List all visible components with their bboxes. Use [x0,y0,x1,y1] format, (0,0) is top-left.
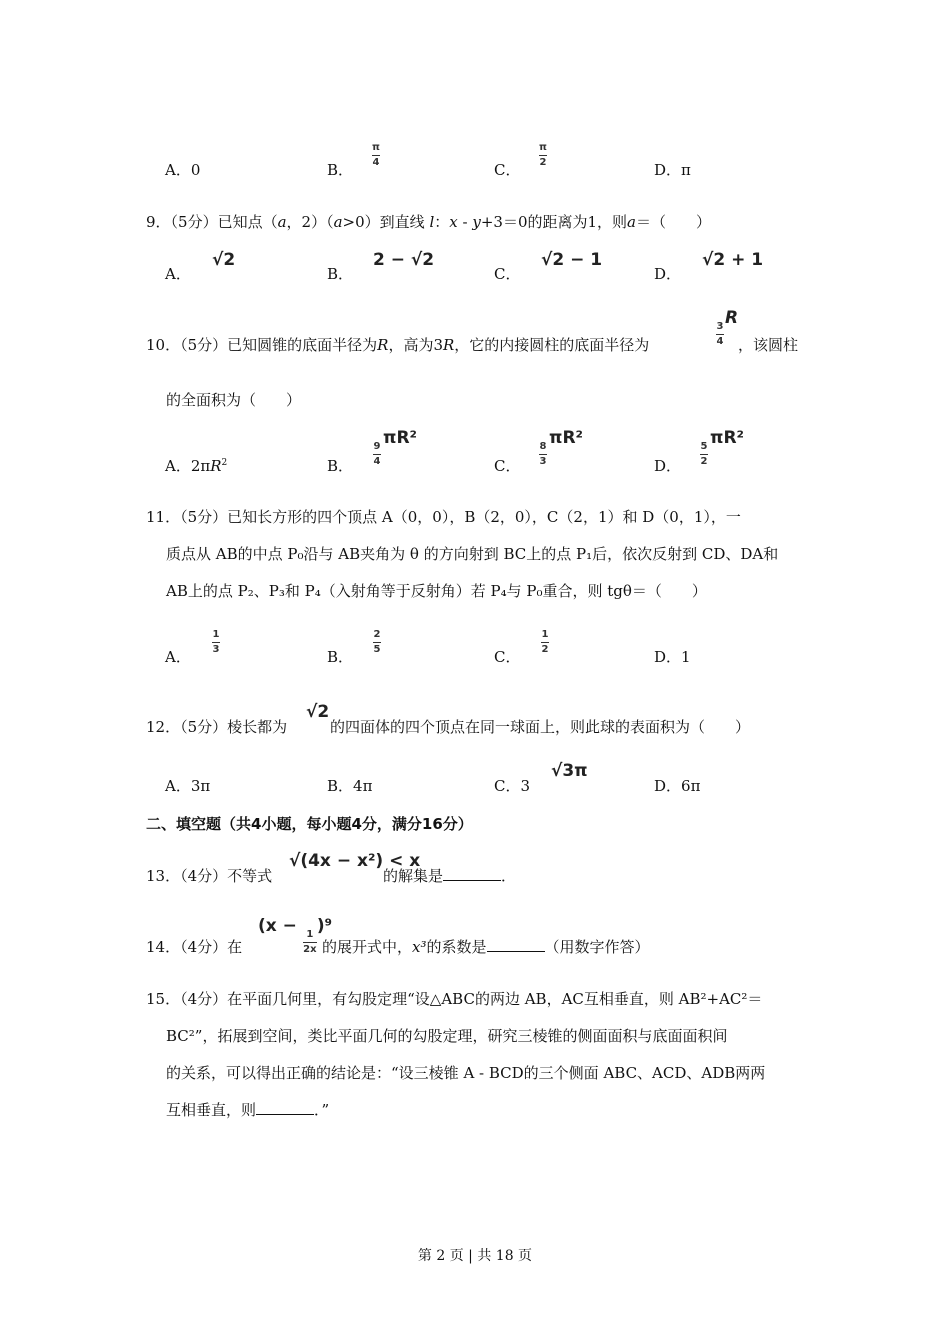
q13-stem-post: 的解集是 ． [383,867,517,885]
q8-option-b: B． [327,161,354,179]
q11-line1: 11．（5分）已知长方形的四个顶点 A（0，0），B（2，0），C（2，1）和 D（0，1），一 [146,508,741,526]
q10-line2: 的全面积为（ ） [166,391,302,409]
q9-d-math: √2 + 1 [702,250,764,270]
q8-option-d: D．π [654,161,691,179]
q8-option-a: A．0 [165,161,201,179]
q8-c-fraction: $\frac{\pi}{2}$ [539,142,547,168]
q12-math: √2 [306,702,330,722]
q15-line1: 15．（4分）在平面几何里，有勾股定理“设△ABC的两边 AB，AC互相垂直，则 AB²+AC²＝ [146,990,763,1008]
q9-a-math: √2 [212,250,236,270]
q12-c-math: √3π [551,761,588,781]
q11-b-fraction: $\frac{2}{5}$ [373,629,381,655]
q10-option-c: C． [494,457,521,475]
q11-option-c: C． [494,648,521,666]
q14-stem-post: 的展开式中，x³的系数是 （用数字作答） [322,938,650,956]
q9-stem: 9．（5分）已知点（a，2）（a>0）到直线 l：x - y+3＝0的距离为1，则a＝（ ） [146,213,711,231]
q15-line2: BC²”，拓展到空间，类比平面几何的勾股定理，研究三棱锥的侧面面积与底面面积间 [166,1027,728,1045]
q13-stem-pre: 13．（4分）不等式 [146,867,273,885]
q11-line2: 质点从 AB的中点 P₀沿与 AB夹角为 θ 的方向射到 BC上的点 P₁后，依次反射到 CD、DA和 [166,545,779,563]
q15-answer-blank[interactable] [256,1100,314,1115]
q10-radius-fraction: $\frac{3}{4}$ R [716,308,739,347]
q13-math: √(4x − x²) < x [289,851,421,871]
page-footer: 第 2 页 | 共 18 页 [417,1248,533,1264]
section-heading: 二、填空题（共4小题，每小题4分，满分16分） [146,815,473,833]
q11-option-d: D．1 [654,648,691,666]
q13-answer-blank[interactable] [443,866,501,881]
q10-b-math: $\frac{9}{4}$ πR² [373,428,417,467]
q10-line1-tail: ，该圆柱 [738,336,799,354]
q9-option-d: D． [654,265,682,283]
q10-line1: 10．（5分）已知圆锥的底面半径为R，高为3R，它的内接圆柱的底面半径为 [146,336,650,354]
q10-option-a: A．$2\pi R^2$ [165,457,228,475]
q8-b-fraction: $\frac{\pi}{4}$ [372,142,380,168]
q14-stem-pre: 14．（4分）在 [146,938,243,956]
q12-option-a: A．3π [165,777,211,795]
q11-option-a: A． [165,648,191,666]
q9-option-a: A． [165,265,191,283]
q11-a-fraction: $\frac{1}{3}$ [212,629,220,655]
q10-option-d: D． [654,457,682,475]
q9-c-math: √2 − 1 [541,250,603,270]
q9-option-b: B． [327,265,354,283]
q9-b-math: 2 − √2 [373,250,435,270]
q12-stem-post: 的四面体的四个顶点在同一球面上，则此球的表面积为（ ） [330,718,751,736]
q12-option-d: D．6π [654,777,701,795]
q11-c-fraction: $\frac{1}{2}$ [541,629,549,655]
q10-c-math: $\frac{8}{3}$ πR² [539,428,583,467]
q9-option-c: C． [494,265,521,283]
q12-option-c: C．3 [494,777,531,795]
q12-stem-pre: 12．（5分）棱长都为 [146,718,288,736]
q15-line3: 的关系，可以得出正确的结论是：“设三棱锥 A - BCD的三个侧面 ABC、ACD、ADB两两 [166,1064,766,1082]
q11-line3: AB上的点 P₂、P₃和 P₄（入射角等于反射角）若 P₄与 P₀重合，则 tgθ＝（ ） [166,582,707,600]
q14-answer-blank[interactable] [487,937,545,952]
q11-option-b: B． [327,648,354,666]
q15-line4: 互相垂直，则 ．” [166,1101,330,1119]
q10-d-math: $\frac{5}{2}$ πR² [700,428,744,467]
q14-math: (x − $\frac{1}{2x}$ )⁹ [258,916,333,955]
q8-option-c: C． [494,161,521,179]
q12-option-b: B．4π [327,777,373,795]
q10-option-b: B． [327,457,354,475]
